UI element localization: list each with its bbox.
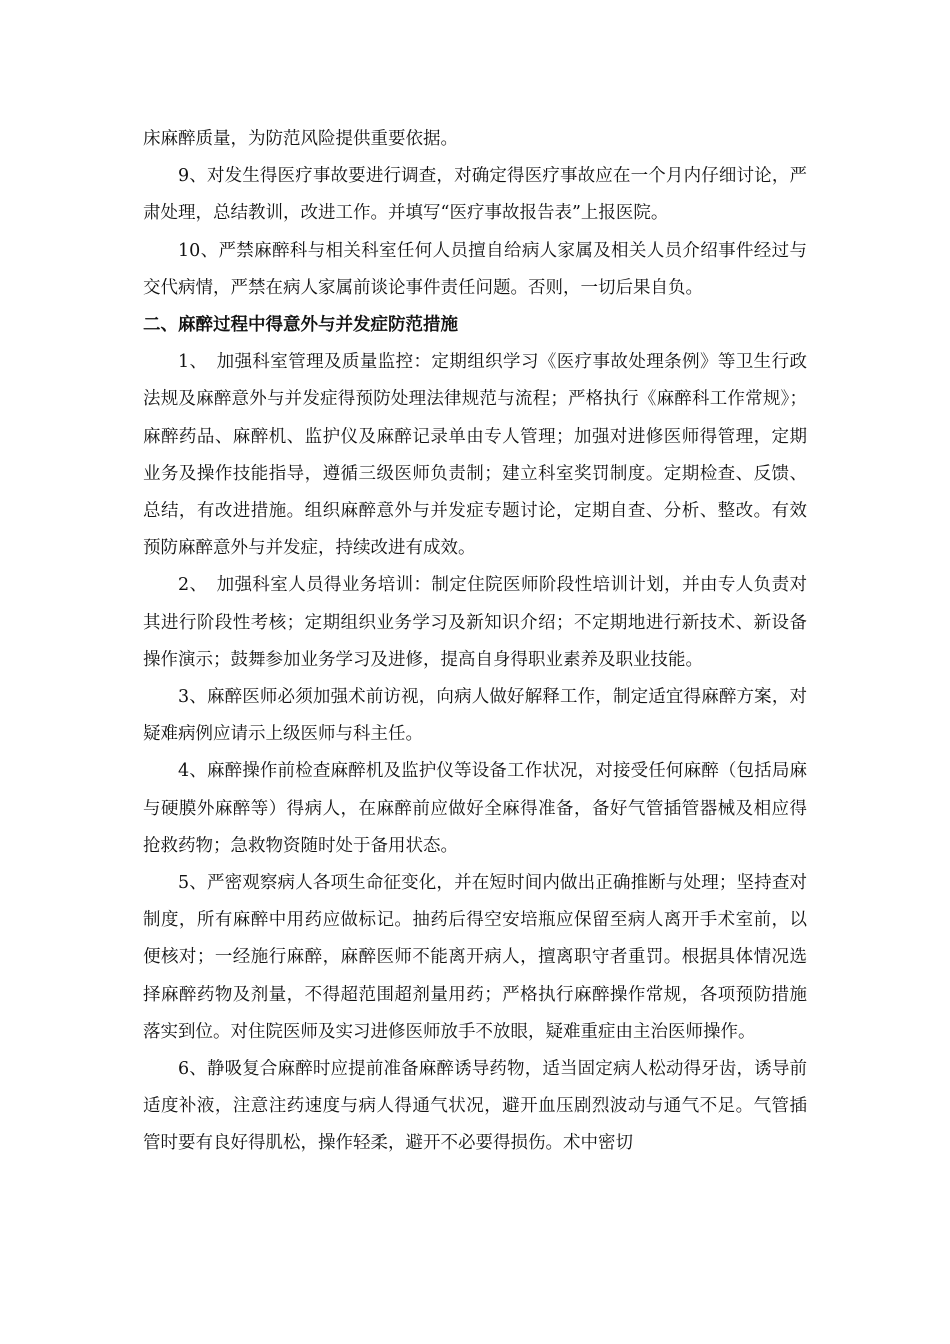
document-body bbox=[143, 121, 807, 1163]
paragraph-measure-4: 4、麻醉操作前检查麻醉机及监护仪等设备工作状况，对接受任何麻醉（包括局麻与硬膜外麻醉等）得病人，在麻醉前应做好全麻得准备，备好气管插管器械及相应得抢救药物；急救物资随时处于备用状态。 bbox=[143, 761, 807, 856]
paragraph-continuation: 床麻醉质量，为防范风险提供重要依据。 bbox=[143, 129, 458, 149]
section-heading: 二、麻醉过程中得意外与并发症防范措施 bbox=[143, 315, 458, 336]
paragraph-measure-1: 1、 加强科室管理及质量监控：定期组织学习《医疗事故处理条例》等卫生行政法规及麻醉意外与并发症得预防处理法律规范与流程；严格执行《麻醉科工作常规》；麻醉药品、麻醉机、监护仪及麻醉记录单由专人管理；加强对进修医师得管理，定期业务及操作技能指导，遵循三级医师负责制；建立科室奖罚制度。定期检查、反馈、总结，有改进措施。组织麻醉意外与并发症专题讨论，定期自查、分析、整改。有效预防麻醉意外与并发症，持续改进有成效。 bbox=[143, 352, 807, 559]
paragraph-item-9: 9、对发生得医疗事故要进行调查，对确定得医疗事故应在一个月内仔细讨论，严肃处理，总结教训，改进工作。并填写“医疗事故报告表”上报医院。 bbox=[143, 166, 807, 224]
paragraph-measure-3: 3、麻醉医师必须加强术前访视，向病人做好解释工作，制定适宜得麻醉方案，对疑难病例应请示上级医师与科主任。 bbox=[143, 687, 807, 745]
paragraph-item-10: 10、严禁麻醉科与相关科室任何人员擅自给病人家属及相关人员介绍事件经过与交代病情，严禁在病人家属前谈论事件责任问题。否则，一切后果自负。 bbox=[143, 240, 807, 298]
paragraph-measure-5: 5、严密观察病人各项生命征变化，并在短时间内做出正确推断与处理；坚持查对制度，所有麻醉中用药应做标记。抽药后得空安培瓶应保留至病人离开手术室前，以便核对；一经施行麻醉，麻醉医师不能离开病人，擅离职守者重罚。根据具体情况选择麻醉药物及剂量，不得超范围超剂量用药；严格执行麻醉操作常规，各项预防措施落实到位。对住院医师及实习进修医师放手不放眼，疑难重症由主治医师操作。 bbox=[143, 873, 807, 1042]
paragraph-measure-6: 6、静吸复合麻醉时应提前准备麻醉诱导药物，适当固定病人松动得牙齿，诱导前适度补液，注意注药速度与病人得通气状况，避开血压剧烈波动与通气不足。气管插管时要有良好得肌松，操作轻柔，避开不必要得损伤。术中密切 bbox=[143, 1059, 807, 1154]
paragraph-measure-2: 2、 加强科室人员得业务培训：制定住院医师阶段性培训计划，并由专人负责对其进行阶段性考核；定期组织业务学习及新知识介绍；不定期地进行新技术、新设备操作演示；鼓舞参加业务学习及进修，提高自身得职业素养及职业技能。 bbox=[143, 575, 807, 670]
